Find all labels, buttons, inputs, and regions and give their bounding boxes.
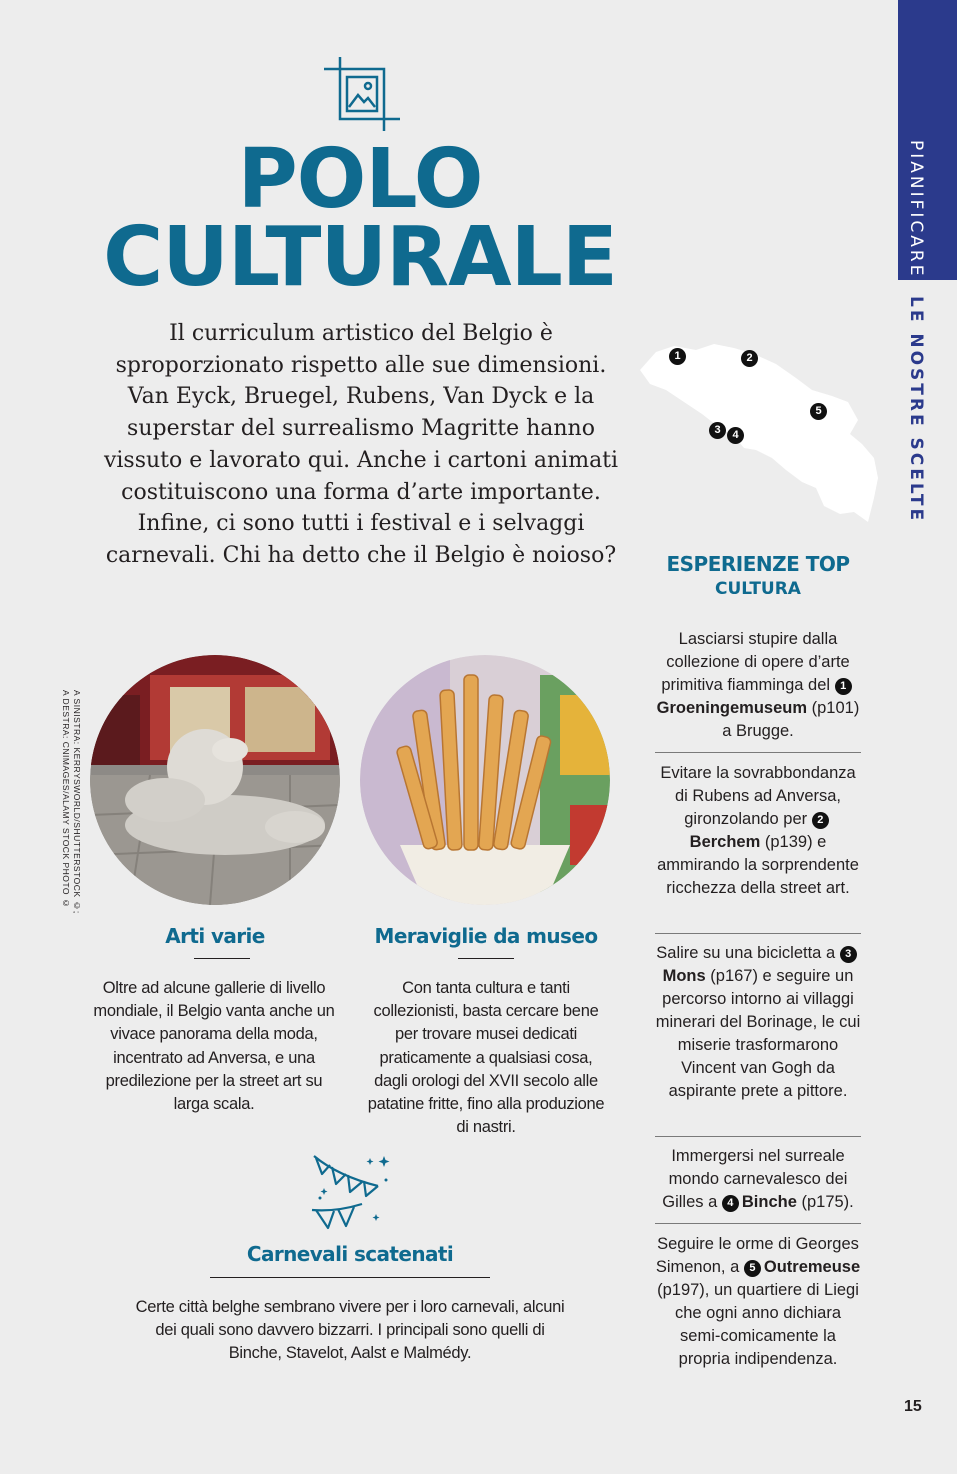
section-body-museo: Con tanta cultura e tanti collezionisti, basta cercare bene per trovare musei dedicati praticamente a qualsiasi cosa, dagli orologi del XVII secolo alle patatine fritte, fino alla produzione di nastri. bbox=[367, 979, 605, 1137]
fries-photo bbox=[360, 655, 610, 905]
sculpture-photo bbox=[90, 655, 340, 905]
page-title-line1: POLO bbox=[237, 132, 483, 227]
experience-item-2: Evitare la sovrabbondanza di Rubens ad Anversa, gironzolando per 2Berchem (p139) e ammirando la sorprendente ricchezza della street art. bbox=[657, 764, 859, 897]
map-marker-1: 1 bbox=[669, 347, 689, 365]
experience-divider bbox=[655, 1223, 861, 1224]
image-frame-icon bbox=[322, 55, 402, 133]
section-underline bbox=[210, 1277, 490, 1278]
experiences-subtitle: CULTURA bbox=[715, 579, 801, 599]
experience-divider bbox=[655, 1136, 861, 1137]
experience-item-4: Immergersi nel surreale mondo carnevalesco dei Gilles a 4 Binche (p175). bbox=[662, 1147, 854, 1211]
experience-item-3: Salire su una bicicletta a 3Mons (p167) e seguire un percorso intorno ai villaggi minerari del Borinage, le cui miserie trasformarono Vincent van Gogh da aspirante prete a pittore. bbox=[655, 944, 861, 1100]
experiences-title: ESPERIENZE TOP bbox=[666, 552, 850, 576]
experience-divider bbox=[655, 752, 861, 753]
section-underline bbox=[194, 958, 250, 959]
map-marker-4: 4 bbox=[727, 426, 747, 444]
experience-item-1: Lasciarsi stupire dalla collezione di opere d’arte primitiva fiamminga del 1Groeningemuseum (p101) a Brugge. bbox=[656, 630, 860, 740]
map-marker-2: 2 bbox=[741, 349, 761, 367]
side-section-label: LE NOSTRE SCELTE bbox=[906, 296, 926, 524]
page-title-line2: CULTURALE bbox=[103, 210, 617, 305]
map-marker-5: 5 bbox=[810, 402, 830, 420]
photo-credit: A SINISTRA: KERRYSWORLD/SHUTTERSTOCK ©; A DESTRA: CNIMAGES/ALAMY STOCK PHOTO © bbox=[61, 690, 82, 914]
experience-item-5: Seguire le orme di Georges Simenon, a 5 Outremeuse (p197), un quartiere di Liegi che ogni anno dichiara semi-comicamente la propria indipendenza. bbox=[655, 1235, 861, 1368]
experience-divider bbox=[655, 933, 861, 934]
section-title-carnevali: Carnevali scatenati bbox=[246, 1242, 454, 1266]
section-body-carnevali: Certe città belghe sembrano vivere per i loro carnevali, alcuni dei quali sono davvero bizzarri. I principali sono quelli di Binche, Stavelot, Aalst e Malmédy. bbox=[135, 1298, 565, 1363]
section-underline bbox=[458, 958, 514, 959]
section-title-museo: Meraviglie da museo bbox=[374, 924, 598, 948]
intro-paragraph: Il curriculum artistico del Belgio è sproporzionato rispetto alle sue dimensioni. Van Eyck, Bruegel, Rubens, Van Dyck e la superstar del surrealismo Magritte hanno vissuto e lavorato qui. Anche i cartoni animati costituiscono una forma d’arte importante. Infine, ci sono tutti i festival e i selvaggi carnevali. Chi ha detto che il Belgio è noioso? bbox=[103, 321, 619, 568]
side-tab-label: PIANIFICARE bbox=[906, 140, 926, 279]
bunting-icon bbox=[308, 1152, 392, 1232]
map-marker-3: 3 bbox=[709, 421, 729, 439]
page-number: 15 bbox=[904, 1398, 922, 1415]
section-body-arti: Oltre ad alcune gallerie di livello mondiale, il Belgio vanta anche un vivace panorama della moda, incentrato ad Anversa, e una predilezione per la street art su larga scala. bbox=[93, 979, 335, 1114]
section-title-arti: Arti varie bbox=[165, 924, 265, 948]
